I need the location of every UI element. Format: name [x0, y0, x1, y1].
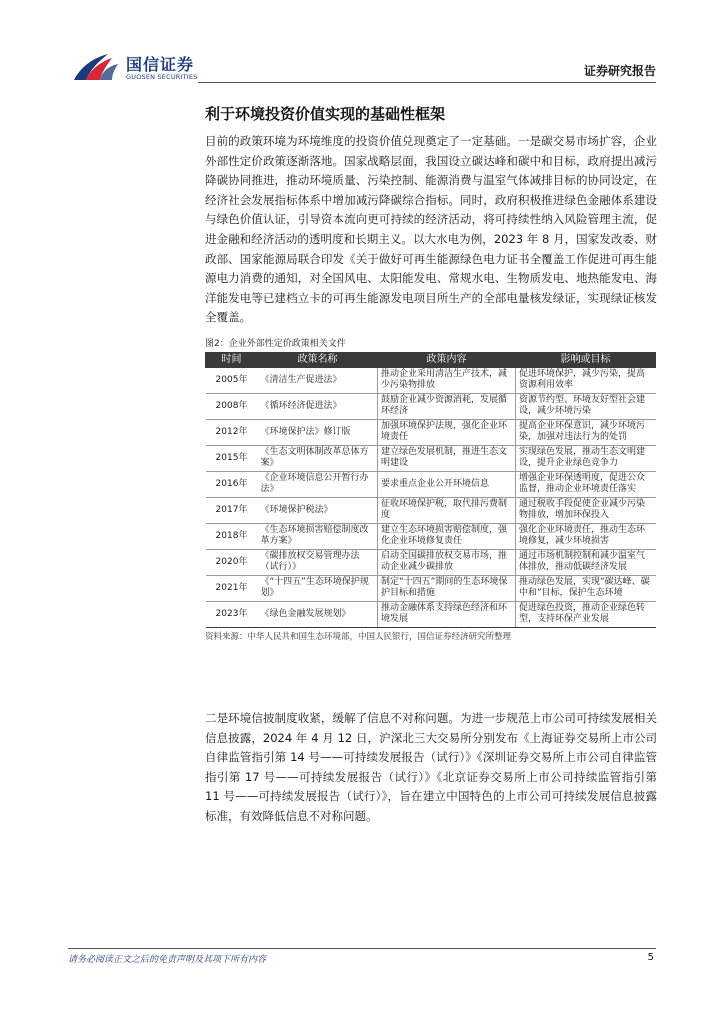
cell-impact: 推动绿色发展，实现“碳达峰、碳中和”目标，保护生态环境 [516, 575, 656, 601]
figure-source: 资料来源：中华人民共和国生态环境部，中国人民银行，国信证券经济研究所整理 [205, 631, 512, 642]
table-row [206, 471, 656, 497]
table-row [206, 419, 656, 445]
section-title: 利于环境投资价值实现的基础性框架 [205, 105, 446, 123]
table-row [206, 367, 656, 393]
cell-policy-name: 《生态文明体制改革总体方案》 [258, 445, 378, 471]
cell-impact: 通过市场机制控制和减少温室气体排放，推动低碳经济发展 [516, 549, 656, 575]
cell-policy-content: 启动全国碳排放权交易市场，推动企业减少碳排放 [378, 549, 516, 575]
column-header-policy-name: 政策名称 [258, 352, 378, 367]
cell-impact: 通过税收手段促使企业减少污染物排放，增加环保投入 [516, 497, 656, 523]
logo-text-cn: 国信证券 [126, 55, 195, 74]
cell-policy-name: 《碳排放权交易管理办法（试行）》 [258, 549, 378, 575]
table-row [206, 523, 656, 549]
cell-year: 2020年 [206, 549, 258, 575]
page-header [0, 0, 724, 86]
cell-policy-name: 《环境保护税法》 [258, 497, 378, 523]
cell-policy-content: 要求重点企业公开环境信息 [378, 471, 516, 497]
table-row [206, 497, 656, 523]
policy-table [205, 352, 656, 628]
cell-year: 2016年 [206, 471, 258, 497]
footer-disclaimer: 请务必阅读正文之后的免责声明及其项下所有内容 [68, 955, 267, 965]
footer-divider [68, 948, 656, 949]
cell-impact: 强化企业环境责任，推动生态环境修复，减少环境损害 [516, 523, 656, 549]
cell-policy-content: 推动企业采用清洁生产技术，减少污染物排放 [378, 367, 516, 393]
table-header-row [206, 352, 656, 367]
cell-year: 2018年 [206, 523, 258, 549]
cell-policy-content: 鼓励企业减少资源消耗，发展循环经济 [378, 393, 516, 419]
guosen-logo-icon [72, 50, 124, 84]
column-header-year: 时间 [206, 352, 258, 367]
cell-policy-name: 《循环经济促进法》 [258, 393, 378, 419]
table-row [206, 393, 656, 419]
cell-policy-name: 《清洁生产促进法》 [258, 367, 378, 393]
cell-policy-name: 《绿色金融发展规划》 [258, 601, 378, 627]
cell-impact: 资源节约型、环境友好型社会建设，减少环境污染 [516, 393, 656, 419]
cell-policy-content: 制定“十四五”期间的生态环境保护目标和措施 [378, 575, 516, 601]
cell-policy-name: 《生态环境损害赔偿制度改革方案》 [258, 523, 378, 549]
guosen-logo [72, 50, 204, 84]
table-row [206, 549, 656, 575]
cell-policy-content: 加强环境保护法规，强化企业环境责任 [378, 419, 516, 445]
cell-policy-name: 《企业环境信息公开暂行办法》 [258, 471, 378, 497]
body-paragraph-2: 二是环境信披制度收紧，缓解了信息不对称问题。为进一步规范上市公司可持续发展相关信息披露，2024 年 4 月 12 日，沪深北三大交易所分别发布《上海证券交易所上市公司自律监管指引第 14 号——可持续发展报告（试行）》《深圳证券交易所上市公司自律监管指引第 17 号——可持续发展报告（试行）》《北京证券交易所上市公司持续监管指引第 11 号——可持续发展报告（试行）》，旨在建立中国特色的上市公司可持续发展信息披露标准，有效降低信息不对称问题。 [205, 710, 657, 823]
cell-impact: 实现绿色发展，推动生态文明建设，提升企业绿色竞争力 [516, 445, 656, 471]
page-number: 5 [647, 952, 654, 963]
cell-year: 2012年 [206, 419, 258, 445]
column-header-impact: 影响或目标 [516, 352, 656, 367]
cell-policy-content: 建立绿色发展机制，推进生态文明建设 [378, 445, 516, 471]
cell-year: 2021年 [206, 575, 258, 601]
cell-impact: 促进绿色投资，推动企业绿色转型，支持环保产业发展 [516, 601, 656, 627]
main-content [205, 100, 657, 827]
column-header-policy-content: 政策内容 [378, 352, 516, 367]
header-divider [198, 82, 656, 83]
cell-policy-content: 征收环境保护税，取代排污费制度 [378, 497, 516, 523]
cell-policy-content: 建立生态环境损害赔偿制度，强化企业环境修复责任 [378, 523, 516, 549]
cell-impact: 提高企业环保意识，减少环境污染，加强对违法行为的处罚 [516, 419, 656, 445]
cell-year: 2023年 [206, 601, 258, 627]
cell-year: 2015年 [206, 445, 258, 471]
cell-policy-name: 《环境保护法》修订版 [258, 419, 378, 445]
cell-impact: 增强企业环保透明度，促进公众监督，推动企业环境责任落实 [516, 471, 656, 497]
body-paragraph-1: 目前的政策环境为环境维度的投资价值兑现奠定了一定基础。一是碳交易市场扩容，企业外部性定价政策逐渐落地。国家战略层面，我国设立碳达峰和碳中和目标，政府提出减污降碳协同推进，推动环境质量、污染控制、能源消费与温室气体减排目标的协同设定，在经济社会发展指标体系中增加减污降碳综合指标。同时，政府积极推进绿色金融体系建设与绿色价值认证，引导资本流向更可持续的经济活动，将可持续性纳入风险管理主流，促进金融和经济活动的透明度和长期主义。以大水电为例，2023 年 8 月，国家发改委、财政部、国家能源局联合印发《关于做好可再生能源绿色电力证书全覆盖工作促进可再生能源电力消费的通知，对全国风电、太阳能发电、常规水电、生物质发电、地热能发电、海洋能发电等已建档立卡的可再生能源发电项目所生产的全部电量核发绿证，实现绿证核发全覆盖。 [205, 134, 657, 325]
cell-impact: 促进环境保护，减少污染，提高资源利用效率 [516, 367, 656, 393]
cell-year: 2008年 [206, 393, 258, 419]
table-row [206, 601, 656, 627]
cell-year: 2017年 [206, 497, 258, 523]
cell-policy-name: 《“十四五”生态环境保护规划》 [258, 575, 378, 601]
table-row [206, 575, 656, 601]
logo-text-en: GUOSEN SECURITIES [126, 73, 198, 81]
cell-policy-content: 推动金融体系支持绿色经济和环境发展 [378, 601, 516, 627]
cell-year: 2005年 [206, 367, 258, 393]
table-row [206, 445, 656, 471]
figure-caption: 图2：企业外部性定价政策相关文件 [205, 338, 346, 349]
policy-table-body [206, 367, 656, 627]
report-type-label: 证券研究报告 [583, 64, 656, 78]
